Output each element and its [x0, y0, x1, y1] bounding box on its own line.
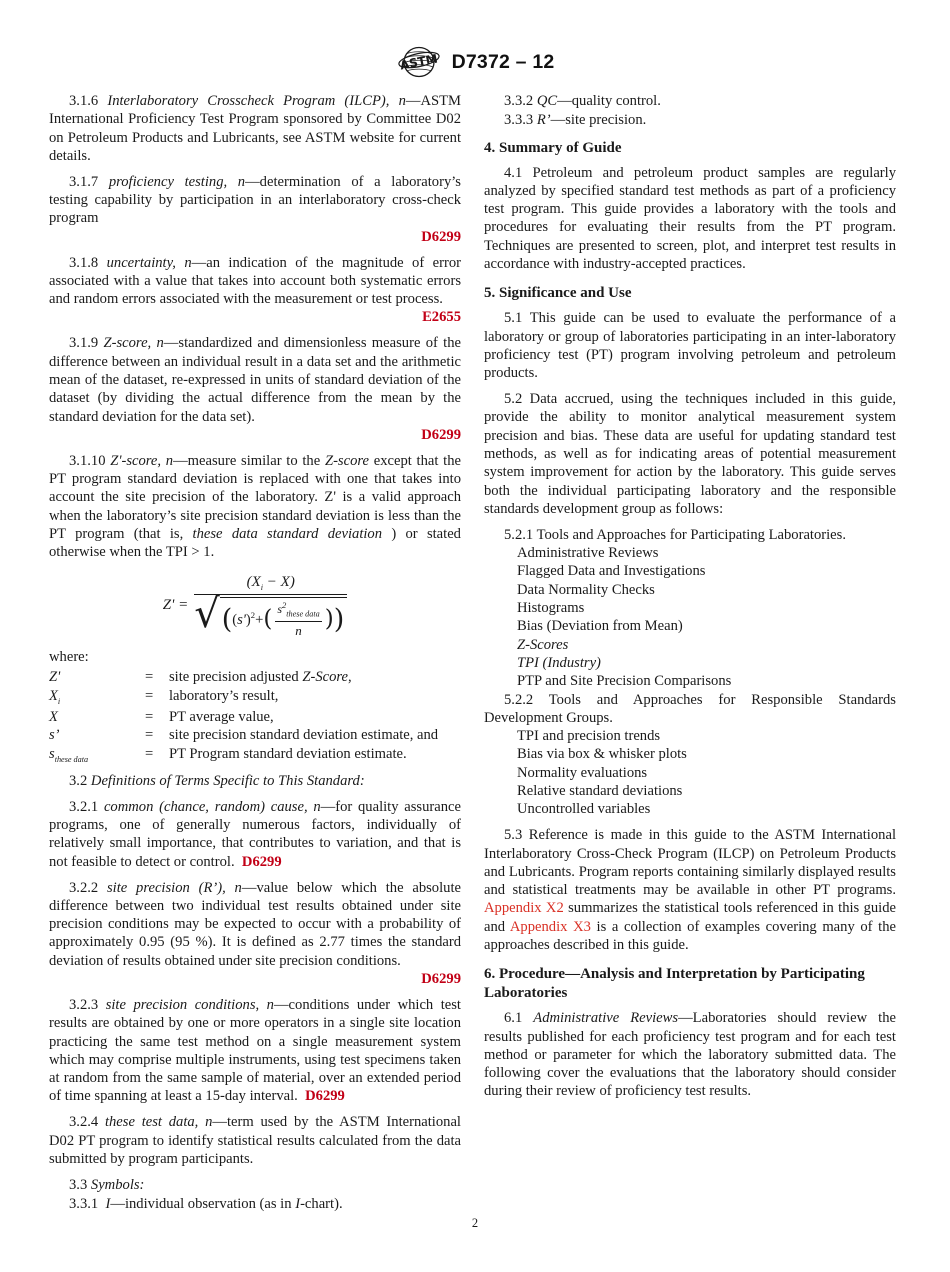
- symbol: I: [295, 1196, 301, 1213]
- paragraph-5-2-1-title: [484, 526, 896, 544]
- left-column: [49, 92, 461, 1221]
- clause-body-end: -chart).: [300, 1196, 343, 1213]
- inline-italic-term: these data standard deviation: [192, 525, 383, 542]
- list-item: Bias via box & whisker plots: [517, 746, 687, 763]
- clause-number: 3.3.3: [504, 112, 534, 129]
- clause-number: 3.2.1: [69, 798, 99, 815]
- symbol-cell: Z': [49, 669, 61, 686]
- standard-reference-link[interactable]: D6299: [421, 971, 461, 988]
- appendix-x2-link[interactable]: Appendix X2: [484, 900, 564, 917]
- inner-fraction: $\frac{s^2_{these data}}{n}$: [277, 599, 320, 638]
- table-row: [49, 687, 438, 708]
- right-column: [484, 92, 896, 1108]
- clause-body: —Laboratories should review the results published for each proficiency test program and for each test method or parameter for which the laboratory submitted data. The following cover the evaluations that the laboratory should consider during their review of proficiency test results.: [484, 1010, 896, 1100]
- equals-cell: =: [145, 727, 154, 744]
- equation-fraction: [194, 573, 347, 639]
- paragraph-4-1: [484, 164, 896, 274]
- paragraph-5-2-2-title: [484, 691, 896, 728]
- symbol-cell: $s_{these data}$: [49, 746, 89, 765]
- clause-body-end: ) or stated otherwise when the TPI > 1.: [49, 525, 461, 561]
- list-5-2-1: [484, 544, 896, 691]
- symbol-cell: X: [49, 708, 58, 725]
- defined-term: Z'-score, n: [110, 452, 174, 469]
- paragraph-5-2: [484, 390, 896, 518]
- paragraph-3-3: [49, 1176, 461, 1194]
- paragraph-3-2-3: [49, 996, 461, 1106]
- symbol: R’: [536, 112, 551, 129]
- symbol: QC: [536, 93, 558, 109]
- paragraph-6-1: [484, 1009, 896, 1101]
- clause-body-cont: except that the PT program standard deviation is replaced with one that takes into account the site precision of the laboratory. Z' is a valid approach when the laboratory’s site precision standard deviation is less than the PT program (that is,: [49, 452, 461, 542]
- defined-term: site precision conditions, n: [105, 996, 274, 1013]
- clause-number: 3.2: [69, 772, 88, 789]
- equals-cell: =: [145, 669, 154, 686]
- defined-term: Interlaboratory Crosscheck Program (ILCP),: [107, 93, 390, 109]
- clause-body: —standardized and dimensionless measure of the difference between an individual result in a data set and the arithmetic mean of the dataset, re-expressed in units of standard deviation of the dataset (by dividing the actual difference from the mean by the standard deviation for the data set).: [49, 335, 461, 425]
- paragraph-3-3-2: [484, 92, 896, 110]
- list-5-2-2: [484, 727, 896, 819]
- list-item: Flagged Data and Investigations: [517, 563, 706, 580]
- standard-reference-link[interactable]: E2655: [422, 309, 461, 326]
- clause-body: Petroleum and petroleum product samples are regularly analyzed by specified standard test methods as part of a proficiency test program. This guide provides a laboratory with the tools and procedures for evaluating their results from the PT program. Techniques are presented to screen, plot, and interpret test results in accordance with industry-accepted practices.: [484, 164, 897, 273]
- clause-body: —term used by the ASTM International D02 PT program to identify statistical results calculated from the data submitted by program participants.: [49, 1114, 461, 1167]
- clause-body: —an indication of the magnitude of error associated with a value that takes into account both systematic errors and random errors associated with the measurement or test process.: [49, 254, 461, 308]
- list-item: TPI and precision trends: [517, 728, 661, 745]
- clause-body: —conditions under which test results are obtained by one or more operators in a single site location practicing the same test method on a single measurement system which may comprise multiple instruments, using test specimens taken at random from the same sample of material, over an extended period of time spanning at least a 15-day interval.: [49, 996, 461, 1105]
- zprime-score-equation: [49, 573, 461, 639]
- definition-cell: site precision standard deviation estimate, and: [169, 727, 439, 744]
- list-item: Administrative Reviews: [517, 545, 659, 562]
- defined-term: these test data, n: [104, 1114, 213, 1131]
- clause-body: Tools and Approaches for Responsible Standards Development Groups.: [484, 691, 896, 726]
- paragraph-3-3-1: [49, 1195, 461, 1213]
- appendix-x3-link[interactable]: Appendix X3: [509, 918, 591, 935]
- paragraph-3-1-9: [49, 334, 461, 444]
- where-label: where:: [49, 648, 89, 665]
- definition-cell: site precision adjusted Z-Score,: [169, 669, 352, 686]
- defined-term: uncertainty, n: [106, 254, 192, 271]
- paragraph-5-1: [484, 309, 896, 382]
- paragraph-3-2-2: [49, 879, 461, 989]
- clause-number: 3.1.8: [69, 254, 99, 271]
- clause-number: 3.3.1: [69, 1196, 99, 1213]
- clause-number: 3.1.9: [69, 335, 99, 352]
- standard-reference-link[interactable]: D6299: [305, 1088, 345, 1105]
- clause-number: 5.2.1: [504, 526, 534, 543]
- page-number: 2: [471, 1216, 479, 1230]
- clause-number: 3.2.3: [69, 996, 99, 1013]
- paragraph-3-2-4: [49, 1113, 461, 1168]
- list-item: Normality evaluations: [517, 764, 648, 781]
- clause-number: 5.3: [504, 827, 523, 844]
- section-subtitle: Symbols:: [90, 1176, 145, 1193]
- clause-number: 4.1: [504, 164, 523, 181]
- clause-number: 3.3.2: [504, 93, 534, 109]
- clause-number: 5.2.2: [504, 691, 534, 708]
- where-definitions-table: [49, 668, 438, 766]
- list-item: Bias (Deviation from Mean): [517, 618, 683, 635]
- list-item: PTP and Site Precision Comparisons: [517, 673, 732, 690]
- equation-denominator: [194, 590, 347, 639]
- clause-body-end: is a collection of examples covering many of the approaches described in this guide.: [484, 918, 896, 954]
- clause-number: 5.2: [504, 391, 523, 408]
- equals-cell: =: [145, 687, 154, 704]
- radical-icon: √: [194, 590, 220, 637]
- clause-body: Data accrued, using the techniques included in this guide, provide the ability to monitor analytical measurement system precision and bias. These data are useful for updating standard test methods, as well as for indicating areas of potential measurement system improvement for action by the laboratory. This guide serves both the individual participating laboratory and the responsible standards development group as follows:: [484, 391, 896, 517]
- paragraph-3-1-6: [49, 92, 461, 165]
- term-part-of-speech: , n: [147, 335, 164, 352]
- equation-lhs: Z' =: [162, 597, 189, 614]
- defined-term: common (chance, random) cause, n: [103, 798, 321, 815]
- paragraph-3-1-10: [49, 452, 461, 562]
- definition-cell: laboratory’s result,: [169, 687, 279, 704]
- document-designation: D7372 – 12: [451, 50, 555, 73]
- symbol-cell: $X_i$: [49, 687, 61, 706]
- clause-number: 3.1.7: [69, 173, 99, 190]
- clause-body: —ASTM International Proficiency Test Program sponsored by Committee D02 on Petroleum Products and Lubricants, see ASTM website for current details.: [49, 93, 461, 164]
- page-header: [0, 46, 950, 78]
- definition-cell: PT Program standard deviation estimate.: [169, 746, 407, 763]
- paragraph-3-1-8: [49, 254, 461, 327]
- clause-number: 3.2.2: [69, 879, 99, 896]
- table-row: [49, 708, 438, 727]
- equals-cell: =: [145, 708, 154, 725]
- clause-number: 3.1.10: [69, 452, 106, 469]
- symbol-cell: s’: [49, 727, 60, 744]
- clause-number: 3.1.6: [69, 93, 99, 109]
- standard-reference-link[interactable]: D6299: [421, 228, 461, 245]
- section-heading-5: 5. Significance and Use: [484, 285, 632, 302]
- clause-body: —quality control.: [557, 93, 661, 109]
- paragraph-3-2: [49, 772, 461, 790]
- list-item: Histograms: [517, 599, 585, 616]
- section-heading-6: 6. Procedure—Analysis and Interpretation by Participating Laboratories: [484, 966, 865, 1002]
- clause-body-cont: summarizes the statistical tools referenced in this guide and: [484, 900, 896, 935]
- clause-body: —site precision.: [550, 112, 647, 129]
- inline-italic-term: Z-score: [324, 452, 369, 469]
- term-part-of-speech: n: [398, 93, 406, 109]
- clause-number: 5.1: [504, 310, 523, 327]
- clause-body: —value below which the absolute difference between two individual test results obtained under site precision conditions may be expected to occur with a probability of approximately 0.95 (95 %). It is defined as 2.77 times the standard deviation of results obtained under site precision conditions.: [49, 879, 461, 969]
- clause-body: —measure similar to the: [173, 452, 325, 469]
- clause-body: This guide can be used to evaluate the performance of a laboratory or group of laboratories participating in an inter-laboratory proficiency test (PT) program involving petroleum and petroleum products.: [484, 310, 896, 382]
- clause-number: 6.1: [504, 1010, 523, 1027]
- equals-cell: =: [145, 746, 154, 763]
- paragraph-3-2-1: [49, 798, 461, 871]
- defined-term: site precision (R’), n: [106, 879, 242, 896]
- clause-number: 3.3: [69, 1176, 88, 1193]
- section-heading-4: 4. Summary of Guide: [484, 139, 622, 156]
- paragraph-3-3-3: [484, 111, 896, 129]
- defined-term: proficiency testing, n: [108, 173, 246, 190]
- clause-body: —individual observation (as in: [110, 1196, 296, 1213]
- list-item: TPI (Industry): [517, 654, 601, 671]
- symbol: I: [105, 1196, 111, 1213]
- standard-reference-link[interactable]: D6299: [241, 853, 282, 870]
- clause-body: —for quality assurance programs, one of generally numerous factors, individually of relatively small importance, that contributes to variation, and that is not feasible to detect or control.: [49, 798, 461, 870]
- clause-body: Reference is made in this guide to the ASTM International Interlaboratory Cross-Check Program (ILCP) on Petroleum Products and Lubricants. Program reports containing similarly displayed results and statistical treatments may be available in other PT programs.: [484, 827, 896, 899]
- clause-number: 3.2.4: [69, 1114, 99, 1131]
- list-item: Relative standard deviations: [517, 783, 683, 800]
- clause-body: —determination of a laboratory’s testing capability by participation in an interlaboratory cross-check program: [49, 173, 461, 227]
- paragraph-3-1-7: [49, 173, 461, 246]
- equation-numerator: $(X_i - X)$: [246, 573, 295, 592]
- paragraph-5-3: [484, 826, 896, 954]
- list-item: Uncontrolled variables: [517, 801, 651, 818]
- definition-cell: PT average value,: [169, 708, 274, 725]
- table-row: [49, 745, 438, 766]
- list-item: Data Normality Checks: [517, 581, 655, 598]
- section-subtitle: Definitions of Terms Specific to This Standard:: [90, 772, 365, 789]
- defined-term: Administrative Reviews: [533, 1010, 679, 1027]
- clause-body: Tools and Approaches for Participating Laboratories.: [536, 526, 846, 543]
- defined-term: Z-score: [103, 335, 148, 352]
- standard-reference-link[interactable]: D6299: [421, 426, 461, 443]
- astm-logo: [396, 46, 442, 78]
- svg-text:ASTM: ASTM: [398, 51, 439, 73]
- table-row: [49, 668, 438, 687]
- table-row: [49, 726, 438, 745]
- list-item: Z-Scores: [517, 636, 569, 653]
- square-root: √ ( $(s')^2+$ ( $\frac{s^2_{these data}}{n}$ ) ): [194, 597, 347, 639]
